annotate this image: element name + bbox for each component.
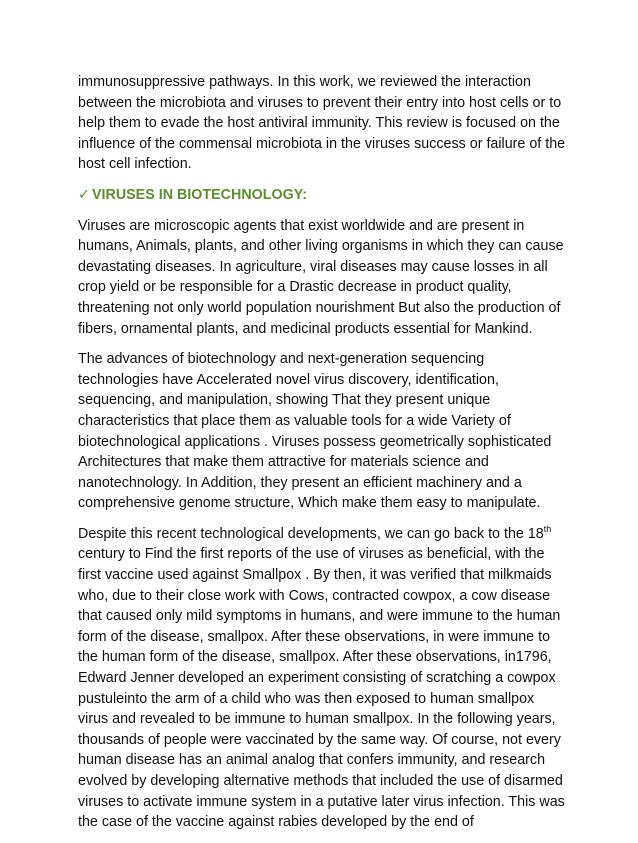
paragraph-biotech-advances: The advances of biotechnology and next-generation sequencing technologies have Accelerated novel virus discovery, identification, sequencing, and manipulation, showing That they present unique characteristics that place them as valuable tools for a wide Variety of biotechnological applications . Viruses possess geometrically sophisticated Architectures that make them attractive for materials science and nanotechnology. In Addition, they present an efficient machinery and a comprehensive genome structure, Which make them easy to manipulate. [78,351,552,512]
section-heading-text: VIRUSES IN BIOTECHNOLOGY: [91,186,307,203]
intro-paragraph: immunosuppressive pathways. In this work, we reviewed the interaction between the microbiota and viruses to prevent their entry into host cells or to help them to evade the host antiviral immunity. This review is focused on the influence of the commensal microbiota in the viruses success or failure of the host cell infection. [78,74,566,173]
paragraph-history-rest: century to Find the first reports of the use of viruses as beneficial, with the first vaccine used against Smallpox . By then, it was verified that milkmaids who, due to their close work with Cows, contracted cowpox, a cow disease that caused only mild symptoms in humans, and were immune to the human form of the disease, smallpox. After these observations, in were immune to the human form of the disease, smallpox. After these observations, in1796, Edward Jenner developed an experiment consisting of scratching a cowpox pustuleinto the arm of a child who was then exposed to human smallpox virus and revealed to be immune to human smallpox. In the following years, thousands of people were vaccinated by the same way. Of course, not every human disease has an animal analog that confers immunity, and research evolved by developing alternative methods that included the use of disarmed viruses to activate immune system in a putative later virus infection. This was the case of the vaccine against rabies developed by the end of [78,546,565,831]
paragraph-viruses-overview: Viruses are microscopic agents that exist worldwide and are present in humans, Animals, plants, and other living organisms in which they can cause devastating diseases. In agriculture, viral diseases may cause losses in all crop yield or be responsible for a Drastic decrease in product quality, threatening not only world population nourishment But also the production of fibers, ornamental plants, and medicinal products essential for Mankind. [78,217,564,337]
checkmark-icon: ✓ [78,186,90,203]
document-page [78,72,568,843]
paragraph-history-start: Despite this recent technological developments, we can go back to the 18 [78,525,544,542]
section-heading [78,185,568,206]
superscript-th: th [543,524,552,535]
paragraph-history [78,524,568,833]
